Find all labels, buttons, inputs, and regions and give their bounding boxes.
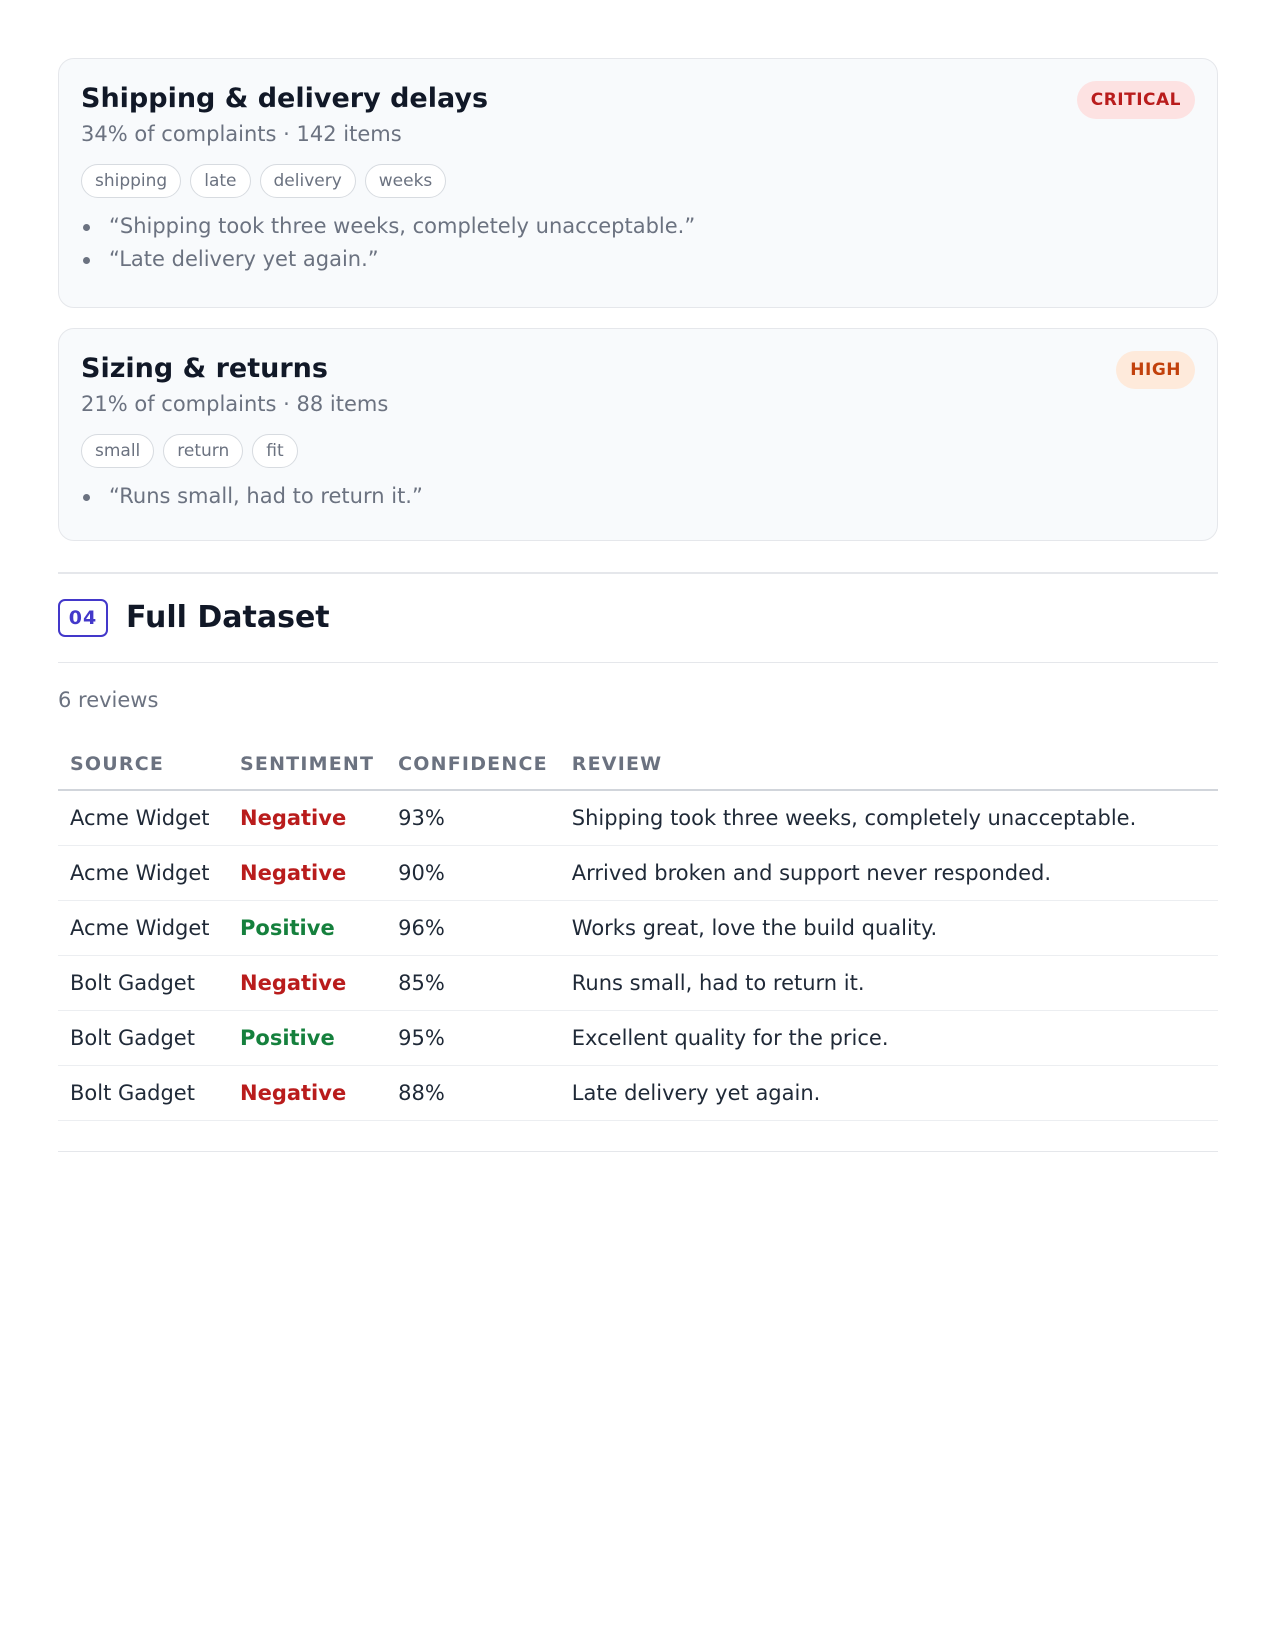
review-cell: Late delivery yet again. bbox=[560, 1065, 1218, 1120]
source-cell: Acme Widget bbox=[58, 900, 228, 955]
sentiment-cell: Positive bbox=[228, 900, 386, 955]
review-cell: Excellent quality for the price. bbox=[560, 1010, 1218, 1065]
keyword-tag: small bbox=[81, 434, 154, 468]
bottom-divider bbox=[58, 1151, 1218, 1153]
review-count: 6 reviews bbox=[58, 687, 159, 712]
table-row bbox=[58, 1065, 1218, 1120]
review-cell: Runs small, had to return it. bbox=[560, 955, 1218, 1010]
confidence-cell: 85% bbox=[386, 955, 560, 1010]
quote-item: “Runs small, had to return it.” bbox=[81, 480, 1195, 513]
severity-badge: CRITICAL bbox=[1077, 81, 1195, 119]
confidence-cell: 96% bbox=[386, 900, 560, 955]
section-title: Full Dataset bbox=[126, 600, 330, 635]
theme-meta: 21% of complaints · 88 items bbox=[81, 392, 389, 416]
column-header-source: SOURCE bbox=[58, 739, 228, 790]
source-cell: Bolt Gadget bbox=[58, 1065, 228, 1120]
theme-title: Shipping & delivery delays bbox=[81, 83, 489, 114]
quote-list bbox=[81, 210, 1195, 276]
confidence-cell: 88% bbox=[386, 1065, 560, 1120]
confidence-cell: 93% bbox=[386, 790, 560, 846]
source-cell: Acme Widget bbox=[58, 845, 228, 900]
column-header-sentiment: SENTIMENT bbox=[228, 739, 386, 790]
review-cell: Shipping took three weeks, completely unacceptable. bbox=[560, 790, 1218, 846]
keyword-tags bbox=[81, 164, 1195, 198]
theme-meta: 34% of complaints · 142 items bbox=[81, 122, 402, 146]
table-row bbox=[58, 845, 1218, 900]
confidence-cell: 95% bbox=[386, 1010, 560, 1065]
sentiment-cell: Positive bbox=[228, 1010, 386, 1065]
review-cell: Arrived broken and support never responded. bbox=[560, 845, 1218, 900]
column-header-confidence: CONFIDENCE bbox=[386, 739, 560, 790]
sentiment-cell: Negative bbox=[228, 790, 386, 846]
keyword-tag: return bbox=[163, 434, 243, 468]
report-page bbox=[58, 0, 1218, 1152]
source-cell: Bolt Gadget bbox=[58, 1010, 228, 1065]
section-number-badge: 04 bbox=[58, 599, 108, 637]
sentiment-cell: Negative bbox=[228, 845, 386, 900]
section-header bbox=[58, 574, 1218, 663]
keyword-tag: shipping bbox=[81, 164, 181, 198]
keyword-tag: delivery bbox=[260, 164, 356, 198]
source-cell: Acme Widget bbox=[58, 790, 228, 846]
keyword-tag: late bbox=[190, 164, 250, 198]
theme-title: Sizing & returns bbox=[81, 353, 328, 384]
theme-card bbox=[58, 58, 1218, 308]
keyword-tags bbox=[81, 434, 1195, 468]
confidence-cell: 90% bbox=[386, 845, 560, 900]
keyword-tag: weeks bbox=[365, 164, 447, 198]
reviews-table bbox=[58, 739, 1218, 1121]
table-header-row bbox=[58, 739, 1218, 790]
quote-list bbox=[81, 480, 1195, 513]
theme-card bbox=[58, 328, 1218, 541]
table-row bbox=[58, 900, 1218, 955]
sentiment-cell: Negative bbox=[228, 955, 386, 1010]
quote-item: “Late delivery yet again.” bbox=[81, 243, 1195, 276]
sentiment-cell: Negative bbox=[228, 1065, 386, 1120]
source-cell: Bolt Gadget bbox=[58, 955, 228, 1010]
review-cell: Works great, love the build quality. bbox=[560, 900, 1218, 955]
table-row bbox=[58, 790, 1218, 846]
table-row bbox=[58, 955, 1218, 1010]
quote-item: “Shipping took three weeks, completely unacceptable.” bbox=[81, 210, 1195, 243]
table-row bbox=[58, 1010, 1218, 1065]
severity-badge: HIGH bbox=[1116, 351, 1195, 389]
column-header-review: REVIEW bbox=[560, 739, 1218, 790]
keyword-tag: fit bbox=[252, 434, 297, 468]
